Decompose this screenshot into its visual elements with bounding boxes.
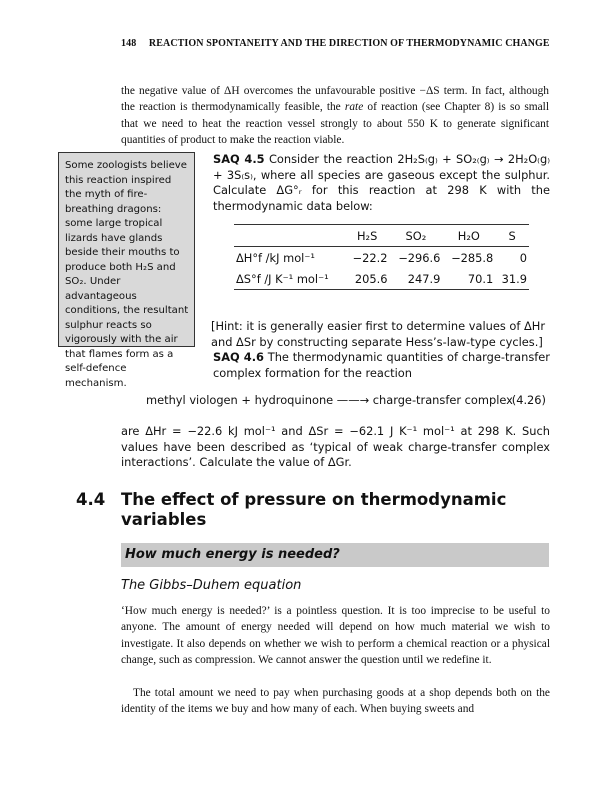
intro-rate-word: rate [344, 101, 364, 114]
table-corner [234, 225, 345, 247]
table-cell: −296.6 [389, 247, 442, 269]
table-header-so2: SO₂ [389, 225, 442, 247]
table-header-h2s: H₂S [345, 225, 390, 247]
section-number: 4.4 [76, 490, 106, 509]
page-number: 148 [121, 38, 137, 49]
saq-4-5-text: Consider the reaction 2H₂S₍g₎ + SO₂₍g₎ → 2H₂O₍g₎ + 3S₍s₎, where all species are gaseous except the sulphur. Calculate ΔG°ᵣ for this reaction at 298 K with the thermodynamic data below: [213, 152, 551, 213]
table-cell: 205.6 [345, 268, 390, 290]
table-cell: 247.9 [389, 268, 442, 290]
hint-text: [Hint: it is generally easier first to determine values of ΔHr and ΔSr by constructing separate Hess’s-law-type cycles.] [211, 319, 546, 349]
subheading: The Gibbs–Duhem equation [121, 578, 302, 593]
saq-4-5 [213, 152, 550, 214]
intro-text-1: the negative value of ΔH overcomes the unfavourable positive −ΔS term. In fact, although the reaction is thermodynamically feasible, the [121, 85, 549, 114]
equation-text: methyl viologen + hydroquinone ——→ charge-transfer complex [146, 393, 513, 407]
saq-4-5-label: SAQ 4.5 [213, 152, 265, 166]
thermodynamic-data-table [234, 224, 529, 290]
running-header [121, 38, 561, 49]
saq-4-6 [213, 350, 550, 381]
table-cell: −22.2 [345, 247, 390, 269]
intro-text-2: of reaction (see Chapter 8) is so small that we need to heat the reaction vessel strongly to about 550 K to generate significant quantities of product to make the reaction viable. [121, 101, 549, 147]
table-cell: 0 [495, 247, 529, 269]
table-row-label: ΔS°f /J K⁻¹ mol⁻¹ [234, 268, 345, 290]
equation-4-26 [146, 393, 546, 407]
question-bar: How much energy is needed? [121, 543, 549, 567]
table-cell: −285.8 [442, 247, 495, 269]
body-paragraph-2: The total amount we need to pay when purchasing goods at a shop depends both on the identity of the items we buy and how many of each. When buying sweets and [121, 687, 550, 716]
table-cell: 31.9 [495, 268, 529, 290]
table-header-s: S [495, 225, 529, 247]
saq-4-6-text: The thermodynamic quantities of charge-transfer complex formation for the reaction [213, 350, 550, 380]
equation-number: (4.26) [511, 393, 546, 407]
margin-note-text: Some zoologists believe this reaction inspired the myth of fire-breathing dragons: some large tropical lizards have glands beside their mouths to produce both H₂S and SO₂. Under advantageous conditions, the resultant sulphur reacts so vigorously with the air that flames form as a self-defence mechanism. [65, 160, 189, 389]
body-paragraph-1: ‘How much energy is needed?’ is a pointless question. It is too imprecise to be useful to anyone. The amount of energy needed will depend on how much material we wish to investigate. It also depends on whether we wish to perform a chemical reaction or a physical change, such as compression. We cannot answer the question until we redefine it. [121, 605, 550, 667]
saq-4-6-label: SAQ 4.6 [213, 350, 264, 364]
margin-note-box [58, 152, 195, 389]
section-title: The effect of pressure on thermodynamic variables [121, 490, 507, 529]
running-title: REACTION SPONTANEITY AND THE DIRECTION OF THERMODYNAMIC CHANGE [148, 38, 550, 49]
table-cell: 70.1 [442, 268, 495, 290]
after-equation-text: are ΔHr = −22.6 kJ mol⁻¹ and ΔSr = −62.1 J K⁻¹ mol⁻¹ at 298 K. Such values have been described as ‘typical of weak charge-transfer complex interactions’. Calculate the value of ΔGr. [121, 424, 550, 470]
table-header-h2o: H₂O [442, 225, 495, 247]
table-row-label: ΔH°f /kJ mol⁻¹ [234, 247, 345, 269]
intro-paragraph [121, 83, 549, 149]
